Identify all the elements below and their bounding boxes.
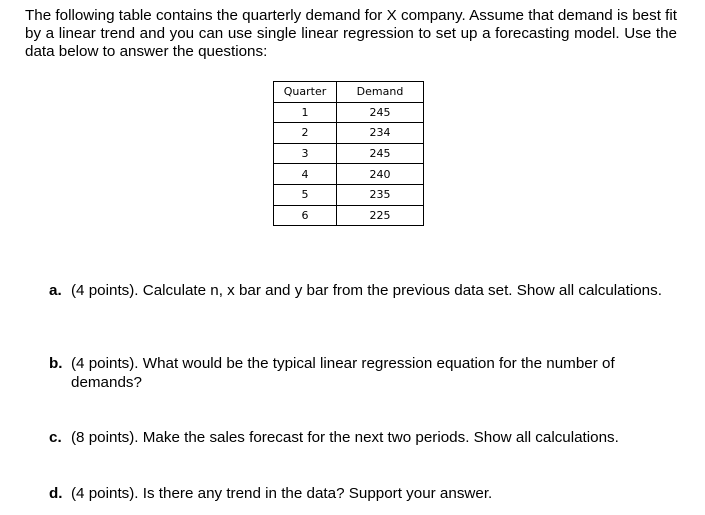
question-b [49, 355, 669, 392]
question-text: (4 points). What would be the typical linear regression equation for the number of demands? [71, 355, 615, 391]
cell-demand: 235 [337, 184, 424, 205]
question-text: (4 points). Is there any trend in the data? Support your answer. [71, 485, 493, 502]
table-row [274, 164, 424, 185]
cell-demand: 240 [337, 164, 424, 185]
cell-quarter: 5 [274, 184, 337, 205]
question-label: a. [49, 282, 62, 299]
cell-quarter: 4 [274, 164, 337, 185]
header-quarter: Quarter [274, 82, 337, 103]
cell-demand: 245 [337, 143, 424, 164]
cell-quarter: 6 [274, 205, 337, 226]
intro-paragraph: The following table contains the quarterly demand for X company. Assume that demand is best fit by a linear trend and you can use single linear regression to set up a forecasting model. Use the data below to answer the questions: [25, 7, 677, 60]
question-c [49, 429, 669, 448]
table-row [274, 205, 424, 226]
question-label: d. [49, 485, 63, 502]
table-row [274, 143, 424, 164]
cell-demand: 245 [337, 102, 424, 123]
cell-quarter: 1 [274, 102, 337, 123]
cell-demand: 234 [337, 123, 424, 144]
question-a [49, 282, 669, 301]
question-d [49, 485, 669, 504]
table-row [274, 184, 424, 205]
question-label: c. [49, 429, 62, 446]
question-text: (4 points). Calculate n, x bar and y bar from the previous data set. Show all calculations. [71, 282, 662, 299]
question-text: (8 points). Make the sales forecast for the next two periods. Show all calculations. [71, 429, 619, 446]
question-label: b. [49, 355, 63, 372]
table-row [274, 102, 424, 123]
cell-quarter: 3 [274, 143, 337, 164]
table-header-row [274, 82, 424, 103]
header-demand: Demand [337, 82, 424, 103]
table-row [274, 123, 424, 144]
cell-demand: 225 [337, 205, 424, 226]
demand-table [273, 81, 424, 226]
cell-quarter: 2 [274, 123, 337, 144]
